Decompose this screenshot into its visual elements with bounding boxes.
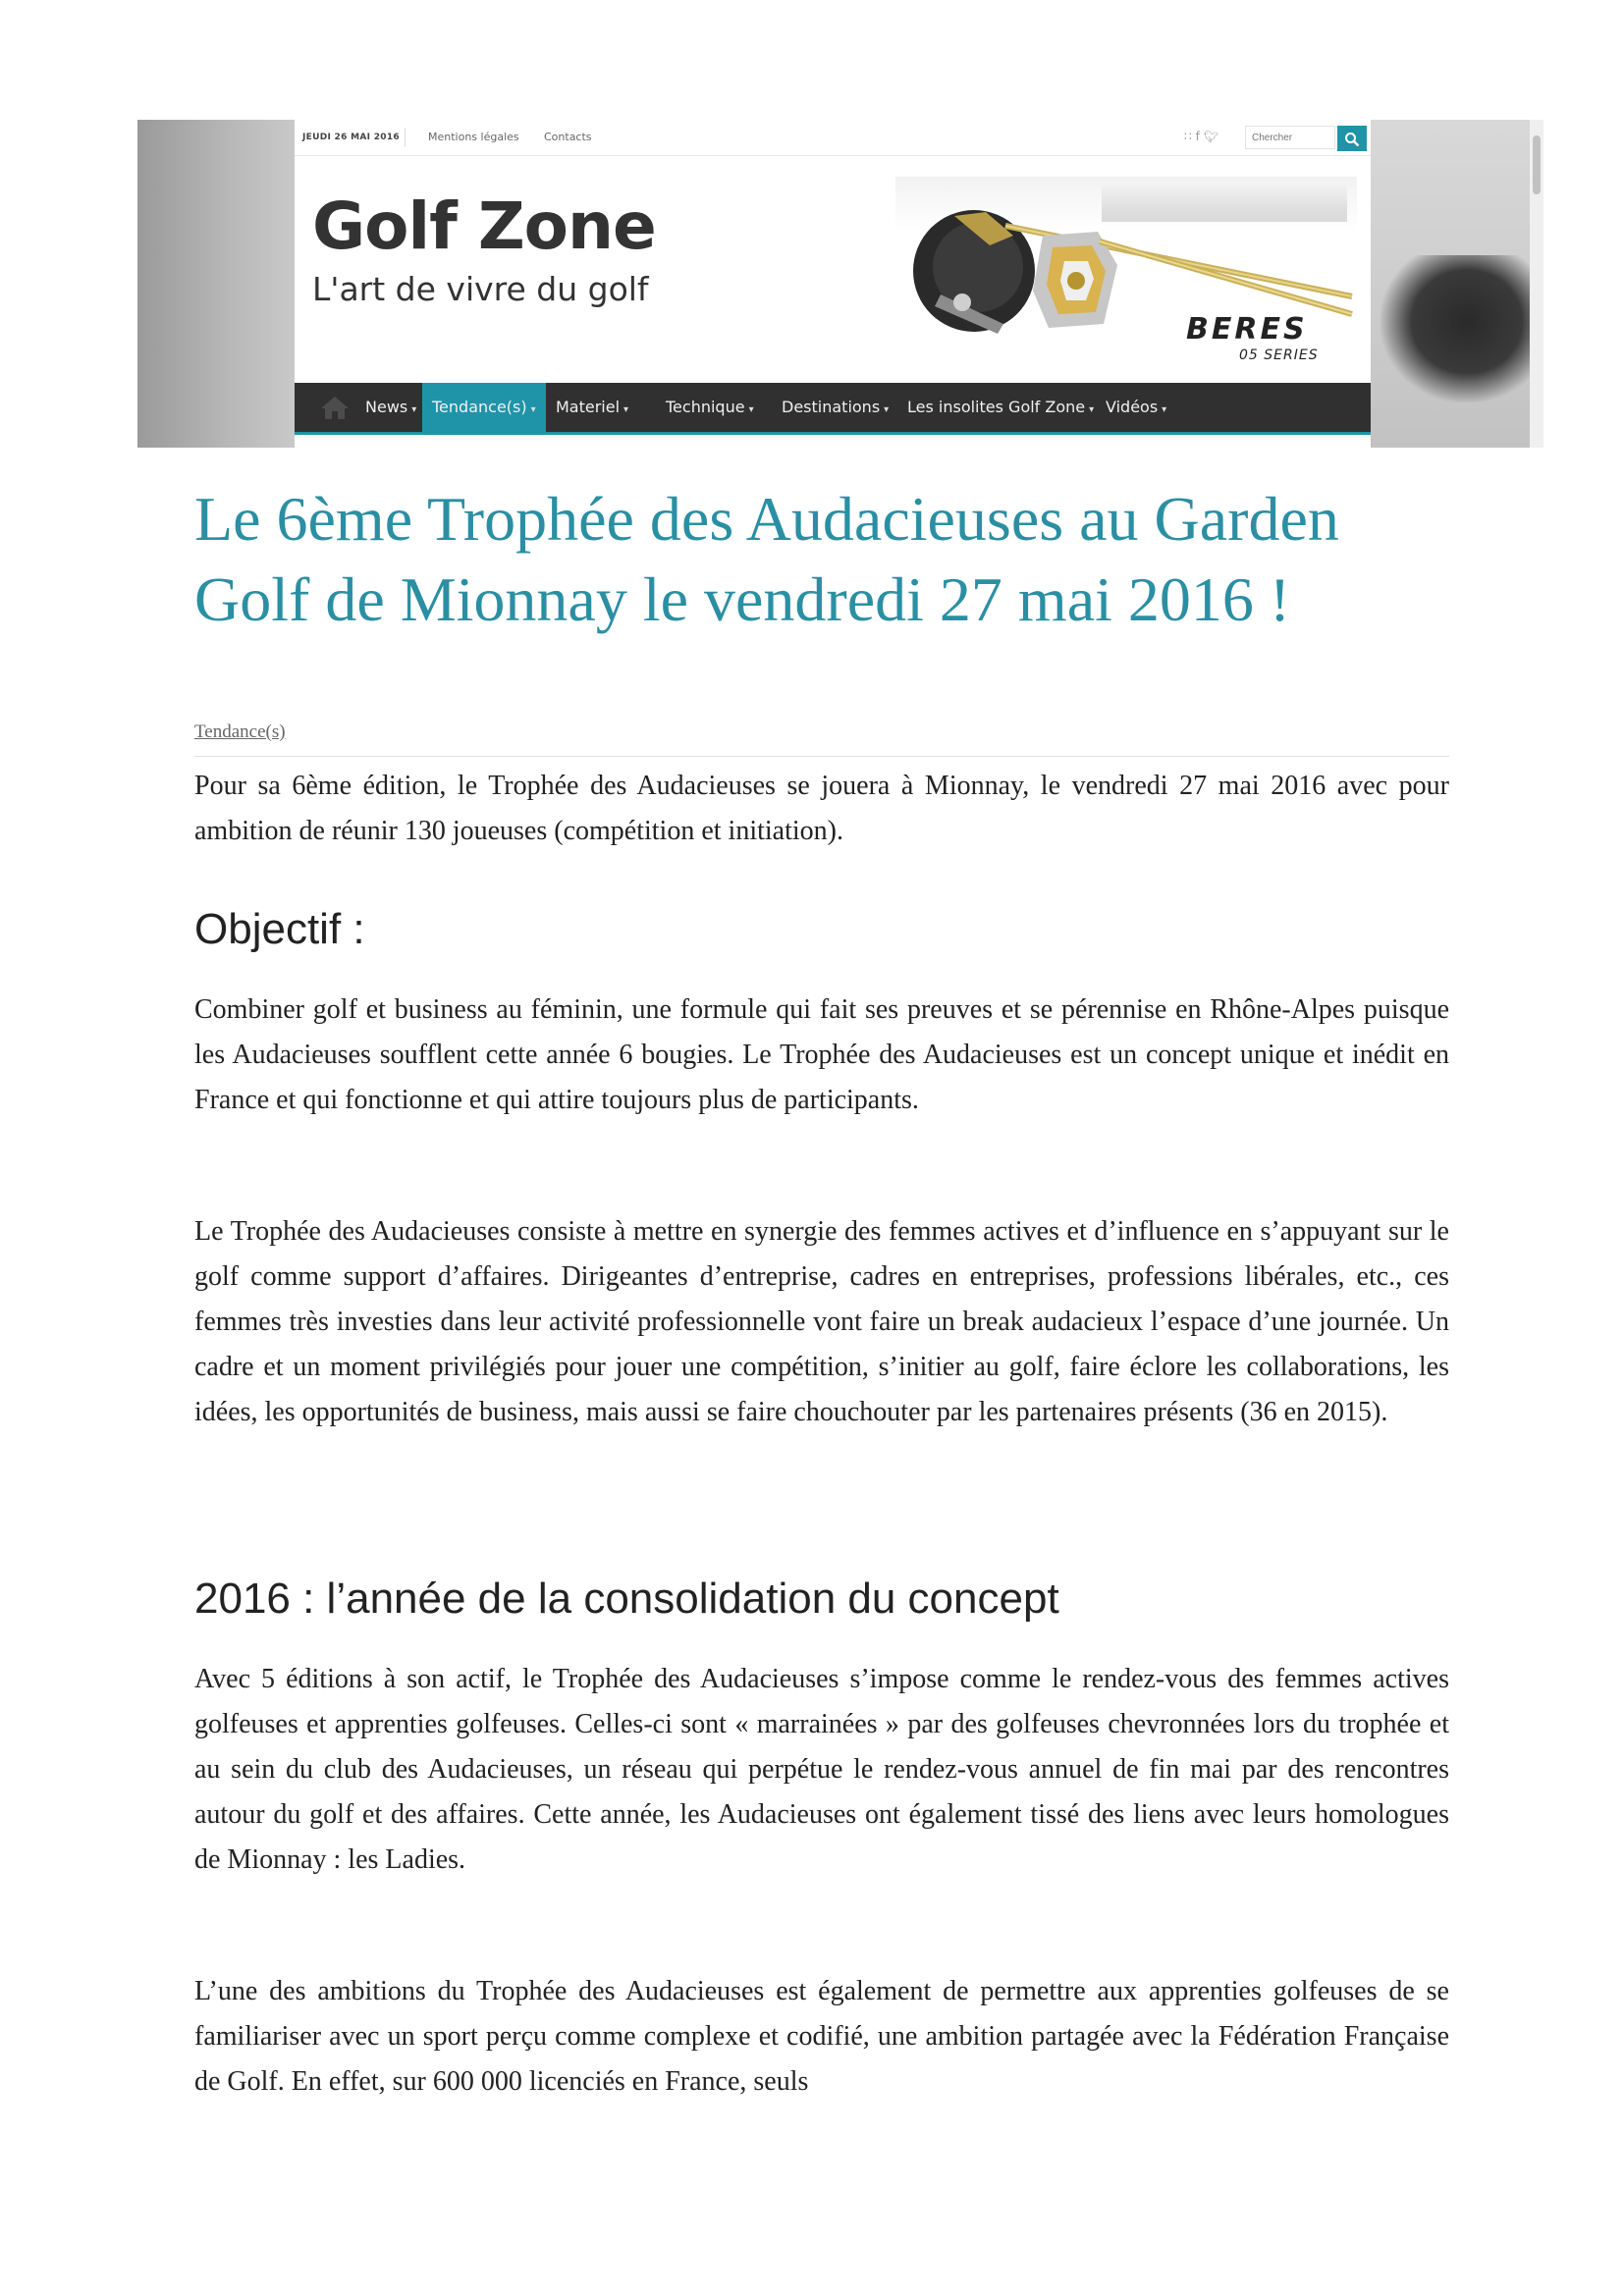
caret-down-icon: ▾ [1162, 404, 1167, 415]
social-icons [1184, 130, 1222, 143]
paragraph: Le Trophée des Audacieuses consiste à mettre en synergie des femmes actives et d’influence en s’appuyant sur le golf comme support d’affaires. Dirigeantes d’entreprise, cadres en entreprises, professions libérales, etc., ces femmes très investies dans leur activité professionnelle vont faire un break audacieux l’espace d’une journée. Un cadre et un moment privilégiés pour jouer une compétition, s’initier au golf, faire éclore les collaborations, les idées, les opportunités de business, mais aussi se faire chouchouter par les partenaires présents (36 en 2015). [194, 1216, 1449, 1427]
section-heading-2016: 2016 : l’année de la consolidation du concept [194, 1575, 1059, 1623]
category-link[interactable]: Tendance(s) [194, 721, 286, 742]
search-button[interactable] [1337, 126, 1367, 151]
twitter-icon[interactable]: 🐦︎ [1203, 130, 1223, 143]
divider [405, 128, 406, 147]
intro-paragraph: Pour sa 6ème édition, le Trophée des Audacieuses se jouera à Mionnay, le vendredi 27 mai 2016 avec pour ambition de réunir 130 joueuses (compétition et initiation). [194, 771, 1449, 846]
nav-insolites[interactable] [907, 383, 1094, 432]
advertisement-banner[interactable] [895, 177, 1357, 363]
contacts-link[interactable]: Contacts [544, 131, 592, 143]
browser-scrollbar[interactable] [1530, 120, 1543, 448]
paragraph: Combiner golf et business au féminin, une formule qui fait ses preuves et se pérennise en Rhône-Alpes puisque les Audacieuses soufflent cette année 6 bougies. Le Trophée des Audacieuses est un concept unique et inédit en France et qui fonctionne et qui attire toujours plus de participants. [194, 994, 1449, 1115]
rss-icon[interactable]: ∷ [1184, 130, 1196, 143]
divider [194, 756, 1449, 757]
website-screenshot [137, 120, 1543, 448]
caret-down-icon: ▾ [623, 404, 629, 415]
background-photo-right [1371, 120, 1543, 448]
nav-videos[interactable] [1106, 383, 1166, 432]
current-date: JEUDI 26 MAI 2016 [302, 133, 400, 142]
caret-down-icon: ▾ [530, 404, 536, 415]
search-icon [1344, 132, 1360, 147]
facebook-icon[interactable]: f [1195, 130, 1204, 143]
caret-down-icon: ▾ [884, 404, 890, 415]
nav-label: Tendance(s) [432, 398, 527, 416]
caret-down-icon: ▾ [411, 404, 417, 415]
nav-label: Technique [666, 398, 745, 416]
main-navigation [295, 383, 1371, 435]
nav-tendances[interactable] [422, 383, 546, 432]
nav-label: Vidéos [1106, 398, 1159, 416]
paragraph: L’une des ambitions du Trophée des Audacieuses est également de permettre aux apprenties golfeuses de se familiariser avec un sport perçu comme complexe et codifié, une ambition partagée avec la Fédération Française de Golf. En effet, sur 600 000 licenciés en France, seuls [194, 1976, 1449, 2097]
site-header [295, 120, 1371, 448]
home-icon[interactable] [318, 395, 352, 420]
ad-brand: BERES [1186, 312, 1308, 347]
caret-down-icon: ▾ [748, 404, 754, 415]
paragraph: Avec 5 éditions à son actif, le Trophée des Audacieuses s’impose comme le rendez-vous des femmes actives golfeuses et apprenties golfeuses. Celles-ci sont « marrainées » par des golfeuses chevronnées lors du trophée et au sein du club des Audacieuses, un réseau qui perpétue le rendez-vous annuel de fin mai par des rencontres autour du golf et des affaires. Cette année, les Audacieuses ont également tissé des liens avec leurs homologues de Mionnay : les Ladies. [194, 1664, 1449, 1875]
tree-image [1380, 255, 1538, 402]
nav-news[interactable] [365, 383, 416, 432]
top-bar [295, 120, 1371, 156]
search-input[interactable] [1245, 126, 1335, 149]
site-branding[interactable] [312, 188, 656, 308]
nav-label: News [365, 398, 408, 416]
nav-technique[interactable] [666, 383, 754, 432]
nav-destinations[interactable] [782, 383, 889, 432]
nav-label: Les insolites Golf Zone [907, 398, 1086, 416]
nav-materiel[interactable] [556, 383, 628, 432]
scrollbar-thumb[interactable] [1533, 135, 1541, 194]
section-heading-objectif: Objectif : [194, 905, 365, 953]
site-tagline: L'art de vivre du golf [312, 270, 649, 308]
mentions-legales-link[interactable]: Mentions légales [428, 131, 519, 143]
ad-series: 05 SERIES [1239, 347, 1319, 363]
nav-label: Destinations [782, 398, 881, 416]
caret-down-icon: ▾ [1089, 404, 1095, 415]
site-logo-text: Golf Zone [312, 188, 656, 264]
nav-label: Materiel [556, 398, 621, 416]
article-title: Le 6ème Trophée des Audacieuses au Garden Golf de Mionnay le vendredi 27 mai 2016 ! [194, 484, 1339, 634]
background-photo-left [137, 120, 295, 448]
